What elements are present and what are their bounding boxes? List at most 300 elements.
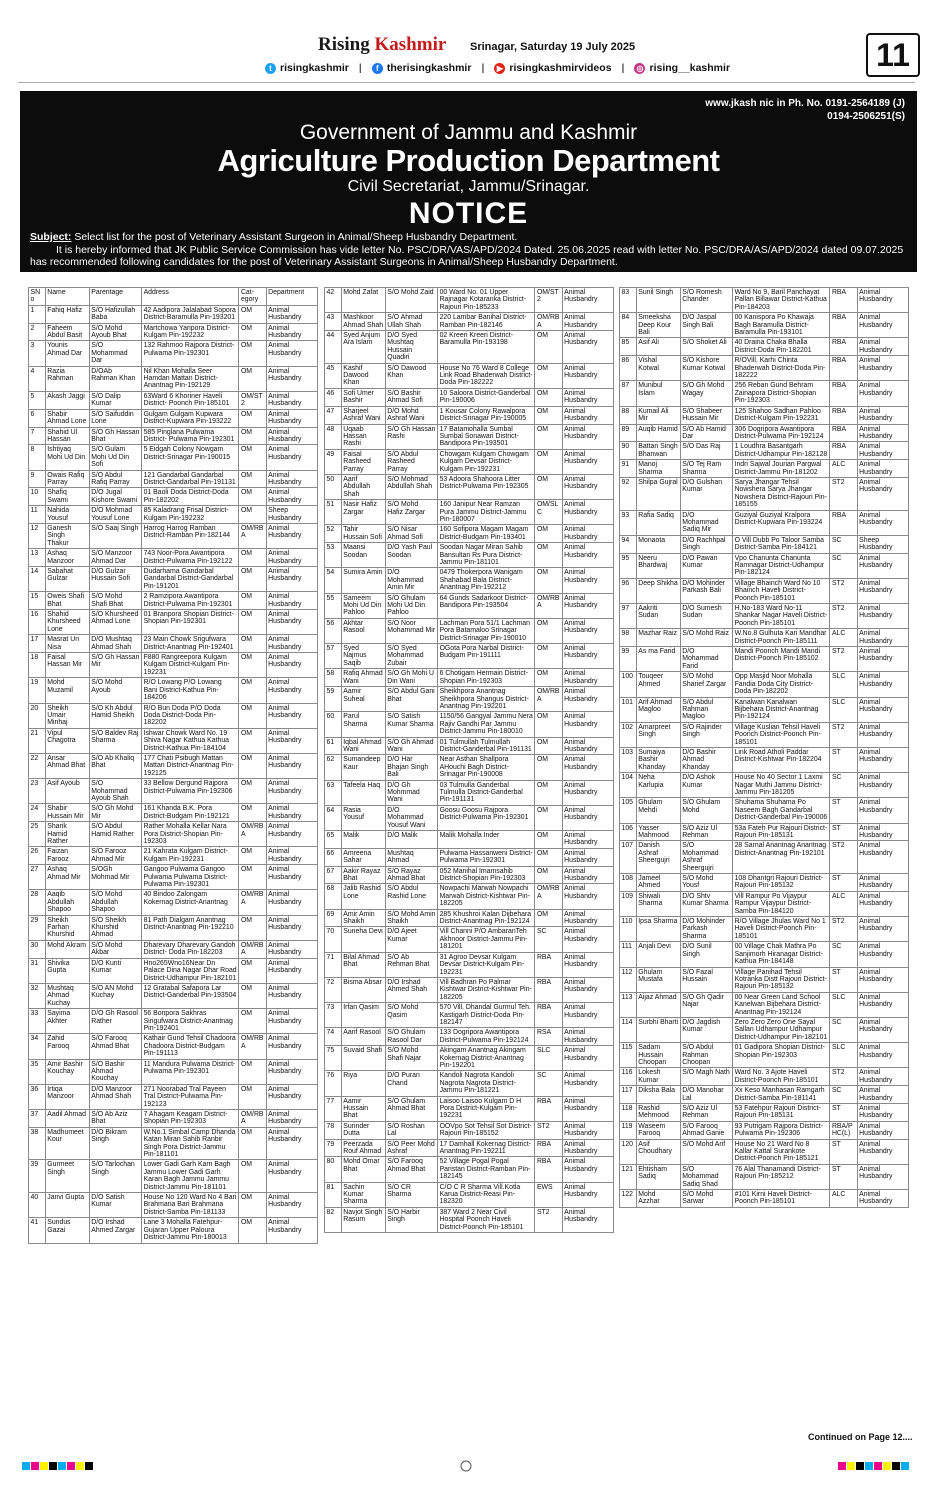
- cell-address: 00 Near Green Land School Kanelwan Bijbehara District-Anantnag Pin-192124: [733, 992, 830, 1017]
- cell-name: Rasia Yousuf: [341, 805, 385, 830]
- table-row: [620, 1086, 909, 1104]
- cell-address: O Vill Dubb Po Taloor Samba District-Samba Pin-184121: [733, 535, 830, 553]
- cell-category: OM: [535, 618, 562, 643]
- divider: [18, 82, 915, 83]
- cell-name: Oweis Shafi Bhat: [45, 592, 89, 610]
- cell-category: OM: [535, 866, 562, 884]
- notice-intro: It is hereby informed that JK Public Service Commission has vide letter No. PSC/DR/VAS/APD/2024 Dated. 25.06.2025 read with letter No. PSC/DRA/AS/APD/2024 dated 09.07.2025 has recommended following candidates for the post of Veterinary Assistant Surgeons in Animal/Sheep Husbandry Department.: [30, 244, 904, 268]
- table-header-row: [29, 288, 318, 306]
- cell-department: Animal Husbandry: [562, 1071, 613, 1096]
- cell-category: OM: [535, 669, 562, 687]
- cell-parentage: S/O Mohd Amin Shaikh: [385, 909, 437, 927]
- cell-category: RBA: [830, 288, 857, 313]
- cell-category: OM: [535, 644, 562, 669]
- cell-parentage: S/O Aziz Ul Rehman: [680, 823, 732, 841]
- cell-department: Animal Husbandry: [266, 1009, 317, 1034]
- cell-sno: 33: [29, 1009, 46, 1034]
- cell-department: Animal Husbandry: [562, 909, 613, 927]
- cell-category: OM/RBA: [535, 593, 562, 618]
- cell-parentage: D/O Mohinder Parkash Sharma: [680, 917, 732, 942]
- cell-department: Animal Husbandry: [266, 703, 317, 728]
- cell-name: Neeru Bhardwaj: [636, 553, 680, 578]
- social-link[interactable]: [265, 62, 349, 74]
- table-row: [325, 644, 614, 669]
- cell-department: Animal Husbandry: [266, 635, 317, 653]
- cell-sno: 56: [325, 618, 342, 643]
- cell-name: Faisal Hassan Mir: [45, 653, 89, 678]
- cell-category: OM: [239, 488, 266, 506]
- cell-parentage: S/O Mohd Shafi Najar: [385, 1046, 437, 1071]
- cell-department: Animal Husbandry: [266, 753, 317, 778]
- cell-parentage: S/O Mohd Shafi Bhat: [89, 592, 141, 610]
- cell-category: ST2: [830, 1068, 857, 1086]
- table-row: [29, 865, 318, 890]
- cell-department: Animal Husbandry: [857, 1086, 908, 1104]
- cell-sno: 90: [620, 442, 637, 460]
- cell-department: Animal Husbandry: [562, 313, 613, 331]
- table-row: [29, 753, 318, 778]
- cell-department: Animal Husbandry: [857, 477, 908, 510]
- cell-category: OM: [239, 506, 266, 524]
- cell-sno: 110: [620, 917, 637, 942]
- table-row: [29, 1160, 318, 1193]
- cell-name: Ghulam Mehdi: [636, 798, 680, 823]
- color-swatch: [874, 1462, 882, 1470]
- table-row: [29, 549, 318, 567]
- cell-department: Animal Husbandry: [857, 823, 908, 841]
- cell-department: Animal Husbandry: [562, 848, 613, 866]
- cell-department: Animal Husbandry: [266, 804, 317, 822]
- cell-sno: 97: [620, 604, 637, 629]
- table-row: [29, 305, 318, 323]
- separator: |: [621, 62, 625, 74]
- cell-name: Munibul Islam: [636, 381, 680, 406]
- cell-category: OM: [239, 1127, 266, 1160]
- cell-department: Animal Husbandry: [266, 983, 317, 1008]
- cell-sno: 3: [29, 341, 46, 366]
- cell-department: Animal Husbandry: [562, 644, 613, 669]
- cell-sno: 121: [620, 1164, 637, 1189]
- table-row: [325, 474, 614, 499]
- cell-name: Akhtar Rasool: [341, 618, 385, 643]
- cell-name: Suvaid Shafi: [341, 1046, 385, 1071]
- cell-address: 93 Putrigam Rajpora District-Pulwama Pin-192306: [733, 1121, 830, 1139]
- cell-address: 177 Chati Psibugh Mattan Mattan District-Anantnag Pin-192125: [142, 753, 239, 778]
- cell-category: OM/RBA: [239, 940, 266, 958]
- cell-address: 108 Dhantgri Rajouri District-Rajouri Pin-185132: [733, 874, 830, 892]
- table-row: [29, 409, 318, 427]
- table-row: [29, 822, 318, 847]
- cell-parentage: S/O Mohd Sharief Zargar: [680, 672, 732, 697]
- cell-address: Indri Sajwal Jourian Pargwal District-Jammu Pin-181202: [733, 460, 830, 478]
- cell-address: House No 40 Sector 1 Laxmi Nagar Muthi Jammu District-Jammu Pin-181205: [733, 773, 830, 798]
- cell-department: Animal Husbandry: [266, 391, 317, 409]
- cell-department: Animal Husbandry: [562, 406, 613, 424]
- table-row: [325, 618, 614, 643]
- cell-address: 7 Ahagam Keagam District-Shopian Pin-192303: [142, 1110, 239, 1128]
- cell-sno: 29: [29, 915, 46, 940]
- cell-address: 00 Village Chak Mathra Po Sanjimorh Hiranagar District-Kathua Pin-184148: [733, 942, 830, 967]
- cell-name: Asif Choudhary: [636, 1139, 680, 1164]
- cell-department: Animal Husbandry: [562, 831, 613, 849]
- cell-parentage: S/O Mohd Sarwar: [680, 1190, 732, 1208]
- cell-category: OM: [239, 1160, 266, 1193]
- table-row: [325, 687, 614, 712]
- cell-address: 76 Alal Thanamandi District-Rajouri Pin-185212: [733, 1164, 830, 1189]
- cell-name: Aamir Suheal: [341, 687, 385, 712]
- cell-parentage: S/O Ghulam Ahmad Bhat: [385, 1096, 437, 1121]
- cell-address: 53a Fateh Pur Rajouri District-Rajouri Pin-185131: [733, 823, 830, 841]
- cell-sno: 4: [29, 366, 46, 391]
- cell-department: Animal Husbandry: [562, 755, 613, 780]
- cell-name: Sunil Singh: [636, 288, 680, 313]
- cell-address: 33 Bellow Dergund Rajpora District-Pulwama Pin-192306: [142, 779, 239, 804]
- cell-parentage: S/O Abdul Rahman Magloo: [680, 697, 732, 722]
- cell-name: Maansi Soodan: [341, 543, 385, 568]
- table-row: [620, 917, 909, 942]
- cell-name: Amarpreet Singh: [636, 722, 680, 747]
- cell-name: Diksha Bala: [636, 1086, 680, 1104]
- cell-address: Shuhama Shuhama Po Naseem Bagh Gandarbal District-Ganderbal Pin-190006: [733, 798, 830, 823]
- cell-address: 306 Dogripora Awantipora District-Pulwama Pin-192124: [733, 424, 830, 442]
- cell-category: OM: [239, 470, 266, 488]
- cell-sno: 41: [29, 1218, 46, 1243]
- notice-header: [20, 91, 917, 272]
- cell-parentage: S/O Ahmad Ullah Shah: [385, 313, 437, 331]
- cell-sno: 62: [325, 755, 342, 780]
- cell-name: Sabahat Gulzar: [45, 567, 89, 592]
- cell-parentage: S/O Sheikh Khurshid Ahmad: [89, 915, 141, 940]
- cell-department: Animal Husbandry: [857, 460, 908, 478]
- cell-department: Animal Husbandry: [857, 381, 908, 406]
- cell-category: OM/RBA: [239, 822, 266, 847]
- cell-sno: 91: [620, 460, 637, 478]
- cell-department: Animal Husbandry: [857, 356, 908, 381]
- cell-category: OM: [239, 592, 266, 610]
- table-row: [620, 1043, 909, 1068]
- cell-name: Ehtisham Sadiq: [636, 1164, 680, 1189]
- cell-parentage: S/O Shabeer Hussain Mir: [680, 406, 732, 424]
- cell-name: Mohd Omar Bhat: [341, 1157, 385, 1182]
- cell-category: ST: [830, 874, 857, 892]
- cell-category: ST2: [830, 477, 857, 510]
- cell-parentage: S/O Bashir Ahmad Kouchay: [89, 1059, 141, 1084]
- table-row: [325, 525, 614, 543]
- cell-address: Goosu Goosu Rajpora District-Pulwama Pin-192301: [438, 805, 535, 830]
- cell-department: Animal Husbandry: [266, 1160, 317, 1193]
- cell-address: 01 Gadipora Shopian District-Shopian Pin-192303: [733, 1043, 830, 1068]
- cell-parentage: S/O Gh Mohd Wagay: [680, 381, 732, 406]
- cell-sno: 23: [29, 779, 46, 804]
- table-row: [620, 1017, 909, 1042]
- cell-category: OM: [239, 427, 266, 445]
- table-row: [325, 1139, 614, 1157]
- cell-address: 271 Noorabad Tral Payeen Tral District-Pulwama Pin-192123: [142, 1084, 239, 1109]
- cell-sno: 100: [620, 672, 637, 697]
- cell-parentage: S/O Farooq Ahmad Ganie: [680, 1121, 732, 1139]
- twitter-icon: t: [265, 63, 276, 74]
- cell-parentage: S/O Mohd Hafiz Zargar: [385, 500, 437, 525]
- cell-category: OM: [239, 1218, 266, 1243]
- cell-name: Syed Anjum Ara Islam: [341, 331, 385, 364]
- cell-name: Ipsa Sharma: [636, 917, 680, 942]
- table-row: [620, 697, 909, 722]
- cell-category: OM/RBA: [239, 523, 266, 548]
- cell-sno: 51: [325, 500, 342, 525]
- cell-category: RBA: [535, 1157, 562, 1182]
- cell-name: Monaota: [636, 535, 680, 553]
- cell-address: 160 Janipur Near Ramzan Pura Jammu District-Jammu Pin-180007: [438, 500, 535, 525]
- cell-sno: 1: [29, 305, 46, 323]
- cell-name: Manoj Sharma: [636, 460, 680, 478]
- cell-category: RBA: [830, 381, 857, 406]
- table-row: [325, 1028, 614, 1046]
- cell-department: Sheep Husbandry: [266, 506, 317, 524]
- table-row: [620, 424, 909, 442]
- cell-address: Ward No. 3 Ajote Haveli District-Poonch Pin-185101: [733, 1068, 830, 1086]
- cell-address: 53 Fatehpur Rajouri District-Rajouri Pin-185131: [733, 1104, 830, 1122]
- cell-category: RBA: [535, 1139, 562, 1157]
- cell-parentage: D/O Bashir Ahmad Khanday: [680, 747, 732, 772]
- table-row: [620, 477, 909, 510]
- cell-sno: 31: [29, 958, 46, 983]
- cell-address: R/O Lowang P/O Lowang Bani District-Kathua Pin-184206: [142, 678, 239, 703]
- cell-category: OM: [535, 363, 562, 388]
- cell-name: Sundus Gazai: [45, 1218, 89, 1243]
- cell-name: Suneha Devi: [341, 927, 385, 952]
- cell-address: Akingam Anantnag Akingam Kokernag District-Anantnag Pin-192201: [438, 1046, 535, 1071]
- cell-category: ALC: [830, 460, 857, 478]
- cell-parentage: D/O Irshad Ahmed Zargar: [89, 1218, 141, 1243]
- government-title: Government of Jammu and Kashmir: [299, 121, 638, 144]
- cell-sno: 16: [29, 610, 46, 635]
- cell-parentage: S/O Farooz Ahmad Mir: [89, 847, 141, 865]
- cell-sno: 52: [325, 525, 342, 543]
- color-swatch: [31, 1462, 39, 1470]
- cell-address: Opp Masjid Noor Mohalla Fandia Doda City District-Doda Pin-182202: [733, 672, 830, 697]
- cell-category: OM: [535, 331, 562, 364]
- cell-category: SLC: [830, 672, 857, 697]
- table-row: [620, 356, 909, 381]
- cell-parentage: S/O Shoket Ali: [680, 338, 732, 356]
- cell-parentage: S/O Abdul Rafiq Parray: [89, 470, 141, 488]
- cell-name: Arif Ahmad Magloo: [636, 697, 680, 722]
- cell-address: Village Bhainch Ward No 10 Bhainch Haveli District-Poonch Pin-185101: [733, 578, 830, 603]
- cell-parentage: S/O Harbir Singh: [385, 1207, 437, 1232]
- color-swatch: [22, 1462, 30, 1470]
- cell-category: OM: [239, 653, 266, 678]
- table-row: [29, 427, 318, 445]
- cell-name: Shiwali Sharma: [636, 891, 680, 916]
- cell-sno: 57: [325, 644, 342, 669]
- cell-name: Shivika Gupta: [45, 958, 89, 983]
- social-link[interactable]: [372, 62, 472, 74]
- table-row: [620, 442, 909, 460]
- cell-parentage: D/O Rachhpal Singh: [680, 535, 732, 553]
- cell-category: OM: [239, 958, 266, 983]
- table-row: [29, 1059, 318, 1084]
- cell-category: ST2: [830, 722, 857, 747]
- cell-category: SC: [535, 1071, 562, 1096]
- cell-category: OM: [239, 610, 266, 635]
- cell-department: Animal Husbandry: [562, 927, 613, 952]
- cell-sno: 9: [29, 470, 46, 488]
- table-row: [325, 669, 614, 687]
- cell-address: Gangoo Pulwama Gangoo Pulwama Pulwama District-Pulwama Pin-192301: [142, 865, 239, 890]
- social-link[interactable]: [494, 62, 611, 74]
- table-row: [29, 635, 318, 653]
- youtube-icon: ▶: [494, 63, 505, 74]
- cell-address: 285 Khushroi Kalan Dijbehara District-Anantnag Pin-192124: [438, 909, 535, 927]
- cell-parentage: S/O Ghulam Mohd: [680, 798, 732, 823]
- cell-category: SLC: [830, 1043, 857, 1068]
- cell-department: Animal Husbandry: [562, 952, 613, 977]
- contact-info: www.jkash nic in Ph. No. 0191-2564189 (J) 0194-2506251(S): [705, 98, 905, 122]
- table-row: [325, 1071, 614, 1096]
- cell-category: ST2: [830, 917, 857, 942]
- cell-address: 00 Kanispora Po Khawaja Bagh Baramulla District-Baramulla Pin-193101: [733, 313, 830, 338]
- newspaper-brand: Rising Kashmir: [318, 34, 447, 55]
- cell-category: OM: [535, 755, 562, 780]
- table-row: [29, 983, 318, 1008]
- cell-category: ST2: [535, 1121, 562, 1139]
- cell-name: Owais Rafiq Parray: [45, 470, 89, 488]
- cell-address: Martchowa Yaripora District-Kulgam Pin-192232: [142, 323, 239, 341]
- cell-department: Animal Husbandry: [266, 523, 317, 548]
- cell-name: Zahid Farooq: [45, 1034, 89, 1059]
- cell-name: Aaqib Abdullah Shapoo: [45, 890, 89, 915]
- cell-sno: 10: [29, 488, 46, 506]
- cell-address: 121 Gandarbal Gandarbal District-Gandarbal Pin-191131: [142, 470, 239, 488]
- cell-category: OM: [535, 406, 562, 424]
- cell-parentage: S/O Saifuddin Lone: [89, 409, 141, 427]
- cell-department: Animal Husbandry: [266, 470, 317, 488]
- cell-address: Kandoli Nagrota Kandoli Nagrota Nagrota District-Jammu Pin-181221: [438, 1071, 535, 1096]
- cell-address: Zero Zero Zero One Sayal Sallan Udhampur Udhampur District-Udhampur Pin-182101: [733, 1017, 830, 1042]
- cell-department: Animal Husbandry: [857, 1017, 908, 1042]
- cell-address: 21 Kahrata Kulgam District-Kulgam Pin-192231: [142, 847, 239, 865]
- cell-name: Vipul Chagotra: [45, 728, 89, 753]
- cell-department: Animal Husbandry: [857, 1043, 908, 1068]
- cell-parentage: S/O Gulam Mohi Ud Din Sofi: [89, 445, 141, 470]
- table-row: [29, 341, 318, 366]
- cell-department: Animal Husbandry: [562, 1028, 613, 1046]
- cell-name: Shilpa Gujral: [636, 477, 680, 510]
- cell-category: RBA: [535, 977, 562, 1002]
- cell-name: Aakriti Sudan: [636, 604, 680, 629]
- cell-department: Animal Husbandry: [266, 427, 317, 445]
- cell-parentage: S/O Gh Hassan Bhat: [89, 427, 141, 445]
- cell-address: Rather Mohalla Kellar Nara Pora District-Shopian Pin-192303: [142, 822, 239, 847]
- cell-address: Vpo Chanunta Chanunta Ramnagar District-Udhampur Pin-182124: [733, 553, 830, 578]
- social-link[interactable]: [634, 62, 730, 74]
- cell-category: RBA: [830, 510, 857, 535]
- cell-department: Animal Husbandry: [562, 288, 613, 313]
- cell-sno: 79: [325, 1139, 342, 1157]
- cell-department: Animal Husbandry: [857, 1121, 908, 1139]
- cell-category: OM: [239, 409, 266, 427]
- cell-name: Mushtaq Ahmad Kuchay: [45, 983, 89, 1008]
- table-row: [620, 1068, 909, 1086]
- cell-name: Sadam Hussain Choopan: [636, 1043, 680, 1068]
- cell-parentage: S/O Rajinder Singh: [680, 722, 732, 747]
- subject-line: Subject: Select list for the post of Veterinary Assistant Surgeon in Animal/Sheep Husbandry Department.: [30, 231, 518, 243]
- cell-sno: 117: [620, 1086, 637, 1104]
- cell-parentage: S/O Hafizullah Baba: [89, 305, 141, 323]
- cell-category: SC: [830, 1086, 857, 1104]
- cell-name: Jalib Rashid Lone: [341, 884, 385, 909]
- cell-address: W.No.1 Simbal Camp Dhanda Katan Miran Sahib Ranbir Singh Pora District-Jammu Pin-181101: [142, 1127, 239, 1160]
- cell-address: 220 Lambar Banihal District-Ramban Pin-182146: [438, 313, 535, 331]
- cell-sno: 7: [29, 427, 46, 445]
- cell-department: Animal Husbandry: [857, 891, 908, 916]
- cell-address: Ishwar Chowk Ward No. 19 Shiva Nagar Kathua Kathua District-Kathua Pin-184104: [142, 728, 239, 753]
- cell-sno: 84: [620, 313, 637, 338]
- cell-department: Animal Husbandry: [562, 687, 613, 712]
- cell-name: Ganesh Singh Thakur: [45, 523, 89, 548]
- table-row: [29, 567, 318, 592]
- cell-sno: 21: [29, 728, 46, 753]
- cell-category: ST: [830, 1139, 857, 1164]
- cell-address: House No 120 Ward No 4 Bari Brahmana Bari Brahmana District-Samba Pin-181133: [142, 1193, 239, 1218]
- cell-parentage: S/O Mohd Akbar: [89, 940, 141, 958]
- cell-department: Animal Husbandry: [266, 678, 317, 703]
- cell-address: Kanalwan Kanalwan Bijbehara District-Anantnag Pin-192124: [733, 697, 830, 722]
- cell-name: Iqbal Ahmad Wani: [341, 737, 385, 755]
- cell-address: 132 Rahmoo Rajpora District- Pulwama Pin-192301: [142, 341, 239, 366]
- table-row: [29, 1193, 318, 1218]
- cell-category: OM: [239, 728, 266, 753]
- cell-address: Ward No 9, Baril Panchayat Pallan Billawar District-Kathua Pin-184203: [733, 288, 830, 313]
- cell-category: OM/ST2: [535, 288, 562, 313]
- table-row: [29, 678, 318, 703]
- table-row: [325, 1096, 614, 1121]
- cell-category: RBA: [535, 1003, 562, 1028]
- table-row: [29, 366, 318, 391]
- cell-sno: 39: [29, 1160, 46, 1193]
- cell-category: ST2: [830, 647, 857, 672]
- cell-department: Animal Husbandry: [562, 977, 613, 1002]
- table-row: [29, 323, 318, 341]
- cell-name: Sumaiya Bashir Khanday: [636, 747, 680, 772]
- secretariat-line: Civil Secretariat, Jammu/Srinagar.: [347, 178, 590, 195]
- cell-department: Animal Husbandry: [562, 424, 613, 449]
- cell-sno: 103: [620, 747, 637, 772]
- cell-sno: 96: [620, 578, 637, 603]
- cell-category: SLC: [830, 697, 857, 722]
- cell-category: RBA: [830, 442, 857, 460]
- cell-category: OM: [239, 549, 266, 567]
- cell-category: ST: [830, 1104, 857, 1122]
- cell-sno: 114: [620, 1017, 637, 1042]
- newspaper-masthead: [0, 0, 935, 86]
- cell-department: Animal Husbandry: [266, 445, 317, 470]
- cell-department: Animal Husbandry: [857, 942, 908, 967]
- cell-sno: 93: [620, 510, 637, 535]
- cell-parentage: D/O Gulzar Hussain Sofi: [89, 567, 141, 592]
- cell-sno: 118: [620, 1104, 637, 1122]
- table-row: [325, 866, 614, 884]
- cell-name: As ma Farid: [636, 647, 680, 672]
- department-title: Agriculture Production Department: [217, 143, 720, 178]
- cell-sno: 89: [620, 424, 637, 442]
- cell-address: 12 Gratabal Safapora Lar District-Ganderbal Pin-193504: [142, 983, 239, 1008]
- cell-sno: 112: [620, 967, 637, 992]
- cell-parentage: Mushtaq Ahmad: [385, 848, 437, 866]
- table-row: [620, 942, 909, 967]
- cell-sno: 86: [620, 356, 637, 381]
- cell-address: 28 Sarnal Anantnag Anantnag District-Anantnag Pin-192101: [733, 841, 830, 874]
